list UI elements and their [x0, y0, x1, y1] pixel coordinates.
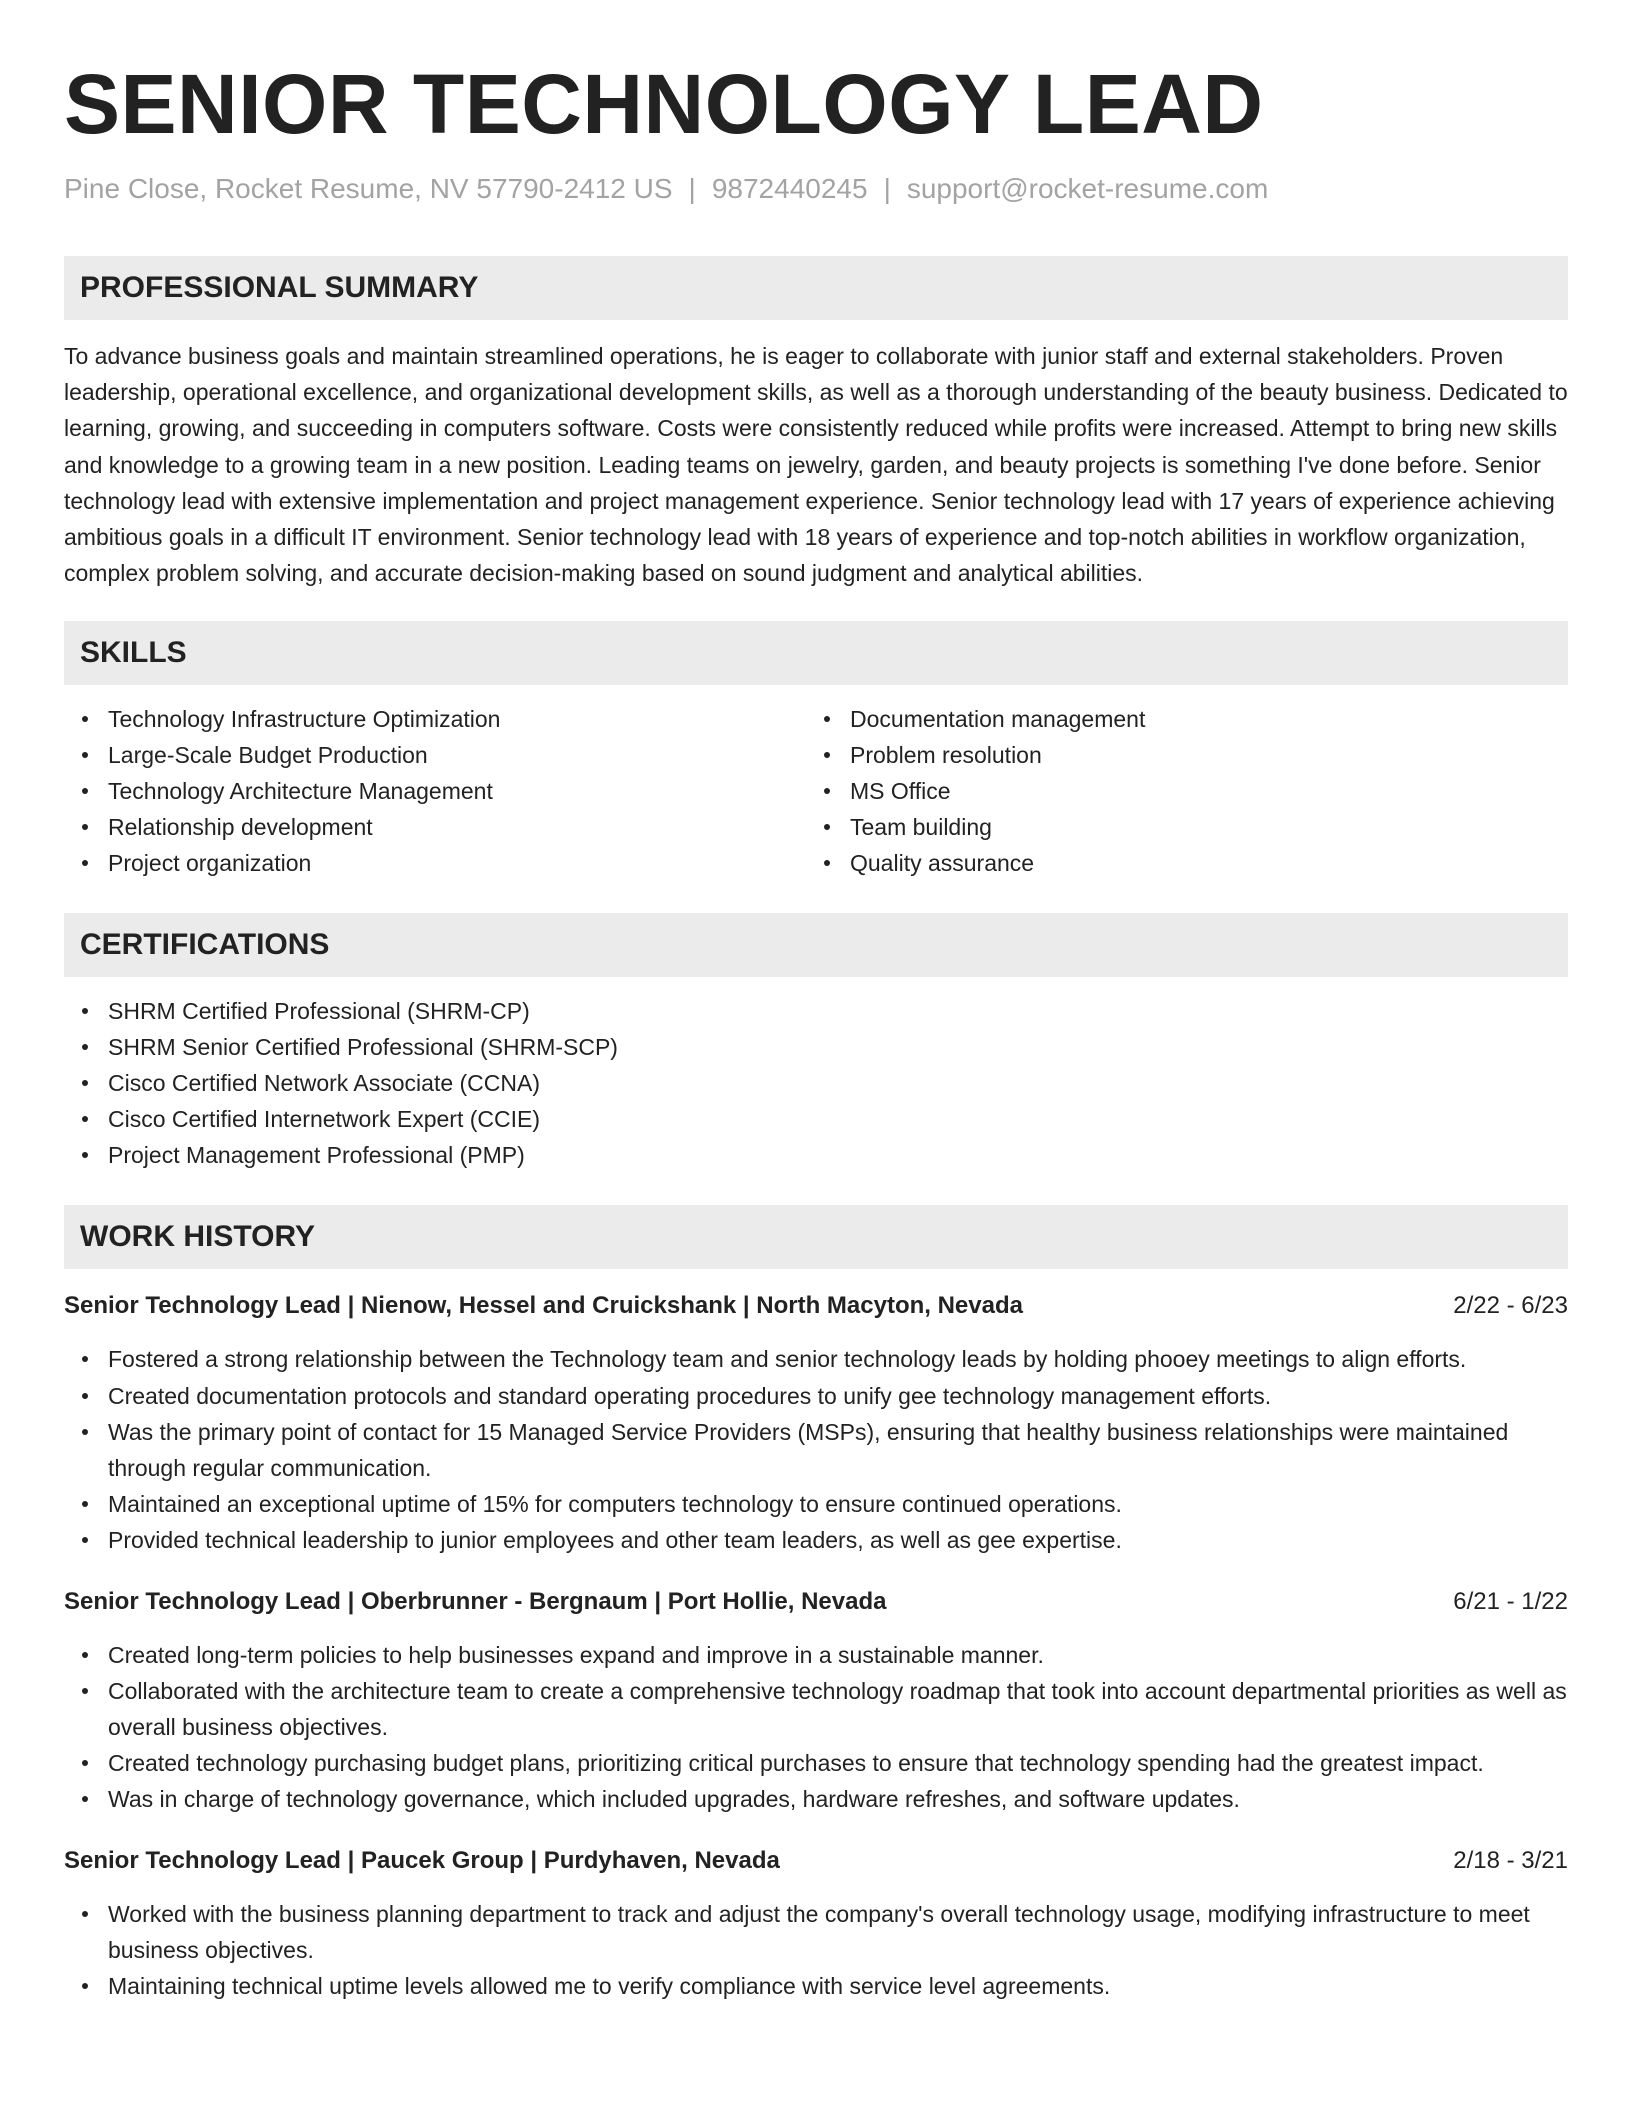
- certification-item: Project Management Professional (PMP): [108, 1137, 1568, 1173]
- job-bullet: Provided technical leadership to junior employees and other team leaders, as well as gee expertise.: [108, 1522, 1568, 1558]
- job-bullet: Created technology purchasing budget plans, prioritizing critical purchases to ensure that technology spending had the greatest impact.: [108, 1745, 1568, 1781]
- job-entry: [64, 1844, 1568, 2005]
- job-bullets: [64, 1896, 1568, 2005]
- contact-email: support@rocket-resume.com: [906, 173, 1269, 204]
- certification-item: SHRM Certified Professional (SHRM-CP): [108, 993, 1568, 1029]
- contact-line: [64, 172, 1568, 206]
- summary-text: To advance business goals and maintain streamlined operations, he is eager to collaborate with junior staff and external stakeholders. Proven leadership, operational excellence, and organizational development skills, as well as a thorough understanding of the beauty business. Dedicated to learning, growing, and succeeding in computers software. Costs were consistently reduced while profits were increased. Attempt to bring new skills and knowledge to a growing team in a new position. Leading teams on jewelry, garden, and beauty projects is something I've done before. Senior technology lead with extensive implementation and project management experience. Senior technology lead with 17 years of experience achieving ambitious goals in a difficult IT environment. Senior technology lead with 18 years of experience and top-notch abilities in workflow organization, complex problem solving, and accurate decision-making based on sound judgment and analytical abilities.: [64, 343, 1568, 587]
- job-bullet: Created long-term policies to help businesses expand and improve in a sustainable manner.: [108, 1637, 1568, 1673]
- job-bullet: Was the primary point of contact for 15 Managed Service Providers (MSPs), ensuring that healthy business relationships were maintained through regular communication.: [108, 1414, 1568, 1486]
- certifications-list: [64, 993, 1568, 1173]
- job-dates: 2/18 - 3/21: [1453, 1846, 1568, 1874]
- job-bullet: Maintained an exceptional uptime of 15% for computers technology to ensure continued operations.: [108, 1486, 1568, 1522]
- skill-item: Relationship development: [108, 809, 806, 845]
- job-heading: Senior Technology Lead | Nienow, Hessel and Cruickshank | North Macyton, Nevada: [64, 1292, 1023, 1320]
- skill-item: Project organization: [108, 845, 806, 881]
- job-entry: [64, 1289, 1568, 1558]
- job-header: [64, 1844, 1568, 1878]
- job-bullet: Worked with the business planning department to track and adjust the company's overall technology usage, modifying infrastructure to meet business objectives.: [108, 1896, 1568, 1968]
- skill-item: Quality assurance: [850, 845, 1548, 881]
- skill-item: Problem resolution: [850, 737, 1548, 773]
- job-bullet: Created documentation protocols and standard operating procedures to unify gee technology management efforts.: [108, 1378, 1568, 1414]
- skill-item: Technology Architecture Management: [108, 773, 806, 809]
- job-bullets: [64, 1341, 1568, 1558]
- skill-item: Team building: [850, 809, 1548, 845]
- skill-item: Technology Infrastructure Optimization: [108, 701, 806, 737]
- certification-item: Cisco Certified Network Associate (CCNA): [108, 1065, 1568, 1101]
- candidate-name: SENIOR TECHNOLOGY LEAD: [64, 57, 1264, 151]
- job-bullet: Was in charge of technology governance, which included upgrades, hardware refreshes, and software updates.: [108, 1781, 1568, 1817]
- section-header-summary: PROFESSIONAL SUMMARY: [64, 256, 1568, 320]
- job-bullet: Collaborated with the architecture team to create a comprehensive technology roadmap that took into account departmental priorities as well as overall business objectives.: [108, 1673, 1568, 1745]
- contact-phone: 9872440245: [711, 173, 868, 204]
- job-header: [64, 1289, 1568, 1323]
- job-heading: Senior Technology Lead | Paucek Group | Purdyhaven, Nevada: [64, 1846, 780, 1874]
- skill-item: Documentation management: [850, 701, 1548, 737]
- job-header: [64, 1585, 1568, 1619]
- job-dates: 2/22 - 6/23: [1453, 1292, 1568, 1320]
- job-dates: 6/21 - 1/22: [1453, 1587, 1568, 1615]
- contact-address: Pine Close, Rocket Resume, NV 57790-2412 US: [64, 173, 673, 204]
- skills-list-left: [64, 701, 806, 881]
- certification-item: Cisco Certified Internetwork Expert (CCIE): [108, 1101, 1568, 1137]
- section-header-skills: SKILLS: [64, 621, 1568, 685]
- job-bullets: [64, 1637, 1568, 1818]
- job-heading: Senior Technology Lead | Oberbrunner - Bergnaum | Port Hollie, Nevada: [64, 1587, 887, 1615]
- skill-item: Large-Scale Budget Production: [108, 737, 806, 773]
- resume-page: [64, 56, 1568, 2004]
- job-bullet: Maintaining technical uptime levels allowed me to verify compliance with service level agreements.: [108, 1968, 1568, 2004]
- job-bullet: Fostered a strong relationship between the Technology team and senior technology leads by holding phooey meetings to align efforts.: [108, 1341, 1568, 1377]
- contact-separator: |: [688, 173, 696, 204]
- section-header-certifications: CERTIFICATIONS: [64, 913, 1568, 977]
- skills-columns: [64, 701, 1568, 881]
- job-entry: [64, 1585, 1568, 1818]
- certification-item: SHRM Senior Certified Professional (SHRM-SCP): [108, 1029, 1568, 1065]
- contact-separator: |: [883, 173, 891, 204]
- section-header-work-history: WORK HISTORY: [64, 1205, 1568, 1269]
- skills-list-right: [806, 701, 1548, 881]
- skill-item: MS Office: [850, 773, 1548, 809]
